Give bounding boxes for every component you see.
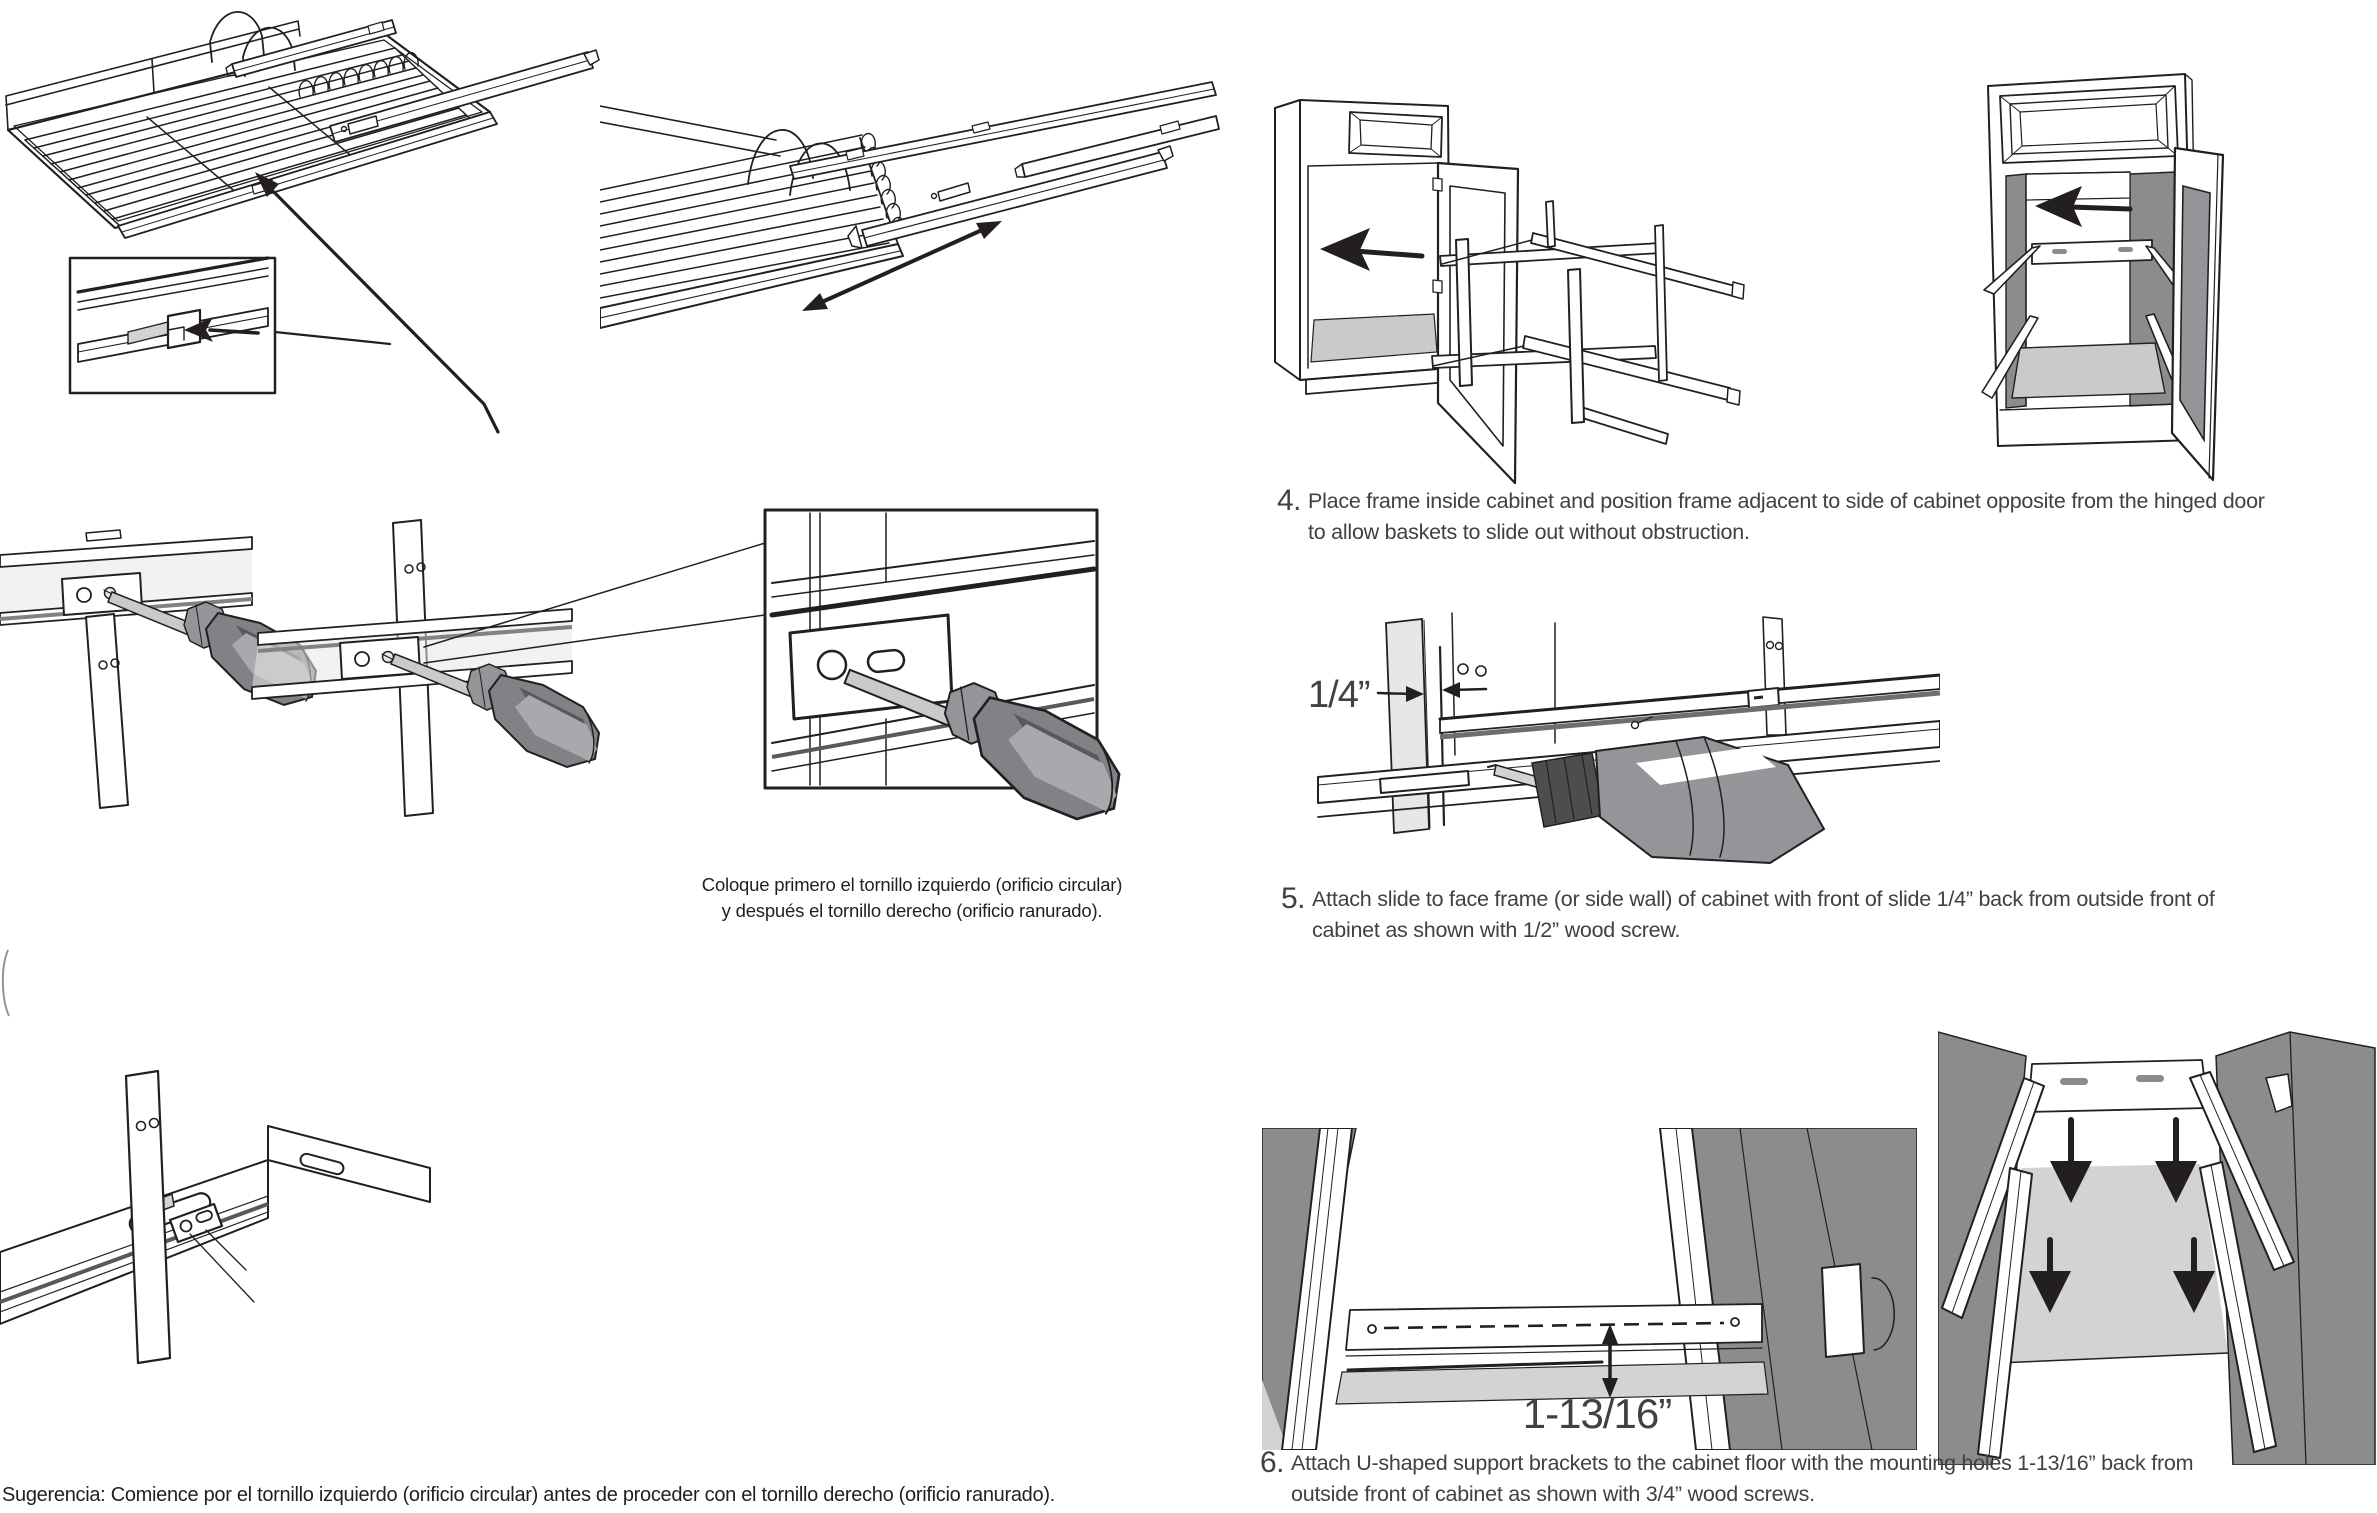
frame-post	[126, 1071, 170, 1363]
clip-detail-inset	[70, 258, 390, 393]
step-6-text: Attach U-shaped support brackets to the cabinet floor with the mounting holes 1-13/16” back from outside front of cabinet as shown with 3/4” wood screws.	[1291, 1451, 2194, 1506]
figure-basket-with-slides	[0, 0, 640, 434]
figure-slide-removal	[600, 80, 1220, 400]
step-6-number: 6.	[1260, 1446, 1285, 1479]
spanish-note-bottom: Sugerencia: Comience por el tornillo izquierdo (orificio circular) antes de proceder con el tornillo derecho (orificio ranurado).	[2, 1484, 1055, 1506]
step-4	[1277, 486, 2265, 548]
step-5	[1281, 884, 2215, 946]
open-door	[1433, 163, 1518, 483]
wire-basket	[6, 12, 497, 238]
base-cabinet	[1275, 100, 1450, 394]
step-5-number: 5.	[1281, 882, 1306, 915]
figure-cabinet-front	[1980, 48, 2377, 495]
step-5-text: Attach slide to face frame (or side wall) of cabinet with front of slide 1/4” back from outside front of cabinet as shown with 1/2” wood screw.	[1312, 887, 2215, 942]
cropped-edge-fragment	[0, 948, 14, 1020]
right-assembly	[252, 520, 765, 816]
dimension-label-bracket-setback: 1-13/16”	[1522, 1390, 1672, 1437]
figure-brackets-install-arrows	[1938, 1018, 2377, 1465]
support-bracket	[2028, 1060, 2208, 1112]
screw-holes-detail-box	[765, 510, 1119, 819]
figure-frame-corner-bracket	[0, 1040, 432, 1442]
step-6	[1260, 1448, 2193, 1510]
pointer-arrow	[255, 172, 498, 432]
drawer-slides	[226, 20, 599, 142]
open-door	[2172, 148, 2223, 480]
dimension-label-quarter-inch: 1/4”	[1308, 674, 1370, 716]
figure-bracket-floor	[1262, 1128, 1917, 1450]
wire-basket-corner	[600, 82, 1216, 328]
step-4-number: 4.	[1277, 484, 1302, 517]
figure-frame-into-cabinet	[1270, 50, 1870, 485]
figure-drill-slide	[1300, 595, 1940, 867]
step-4-text: Place frame inside cabinet and position frame adjacent to side of cabinet opposite from the hinged door to allow baskets to slide out without obstruction.	[1308, 489, 2265, 544]
figure-attach-slides-screwdriver	[0, 505, 1140, 870]
spanish-note-middle: Coloque primero el tornillo izquierdo (orificio circular) y después el tornillo derecho (orificio ranurado).	[701, 874, 1123, 921]
detached-slides	[848, 116, 1219, 248]
